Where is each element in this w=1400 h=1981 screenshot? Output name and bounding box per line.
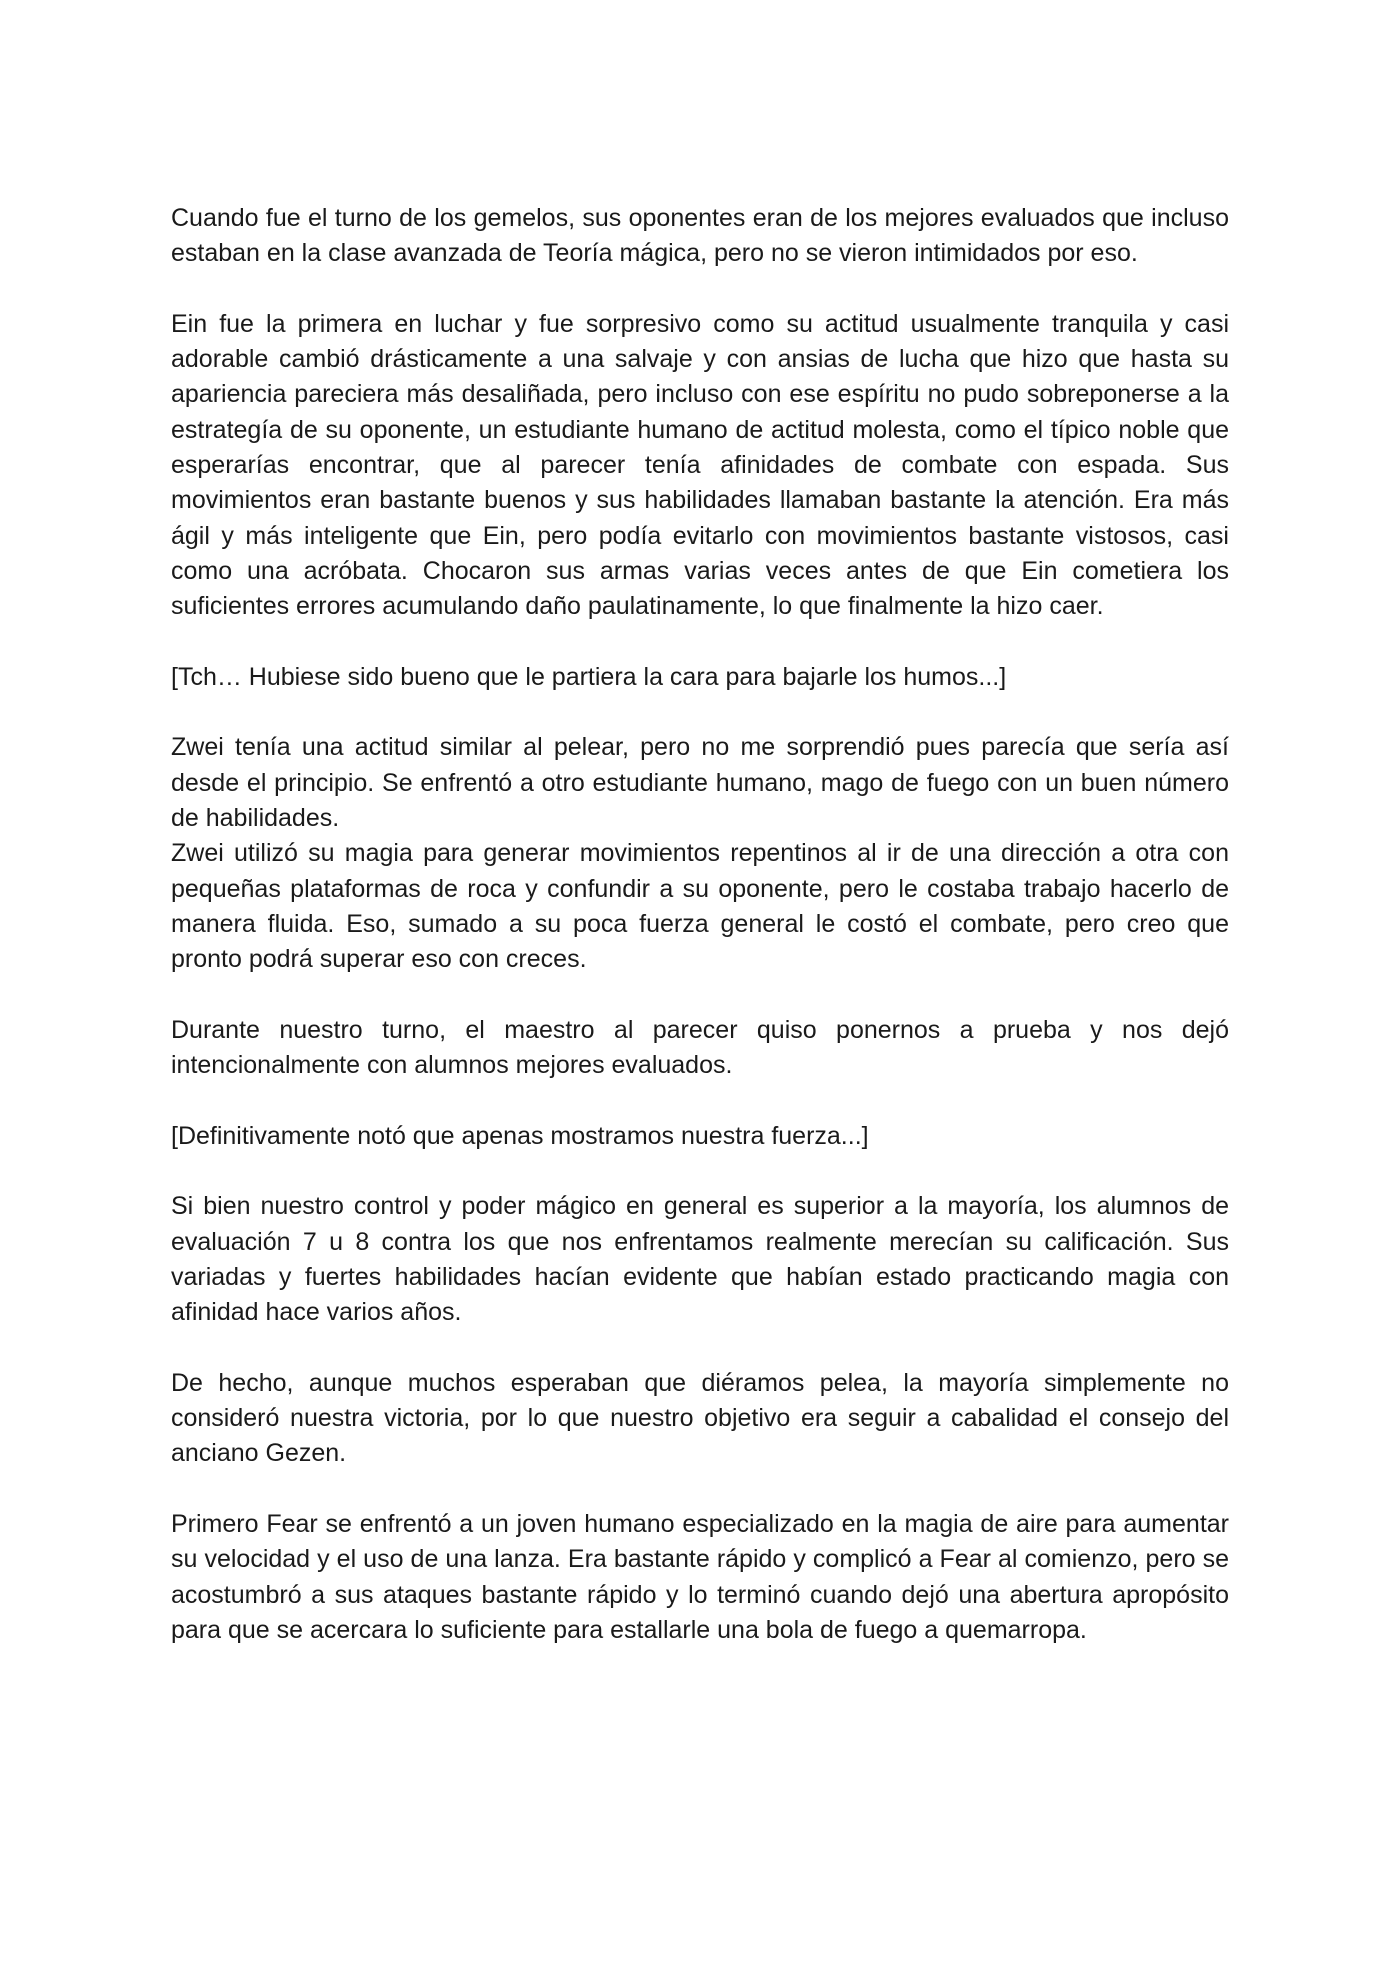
paragraph-control-power: Si bien nuestro control y poder mágico en general es superior a la mayoría, los alumnos de evaluación 7 u 8 contra los que nos enfrentamos realmente merecían su calificación. Sus variadas y fuertes habilidades hacían evidente que habían estado practicando magia con afinidad hace varios años. [171,1192,1229,1327]
document-body [171,201,1229,1648]
paragraph-ein-fight: Ein fue la primera en luchar y fue sorpresivo como su actitud usualmente tranquila y casi adorable cambió drásticamente a una salvaje y con ansias de lucha que hizo que hasta su apariencia pareciera más desaliñada, pero incluso con ese espíritu no pudo sobreponerse a la estrategía de su oponente, un estudiante humano de actitud molesta, como el típico noble que esperarías encontrar, que al parecer tenía afinidades de combate con espada. Sus movimientos eran bastante buenos y sus habilidades llamaban bastante la atención. Era más ágil y más inteligente que Ein, pero podía evitarlo con movimientos bastante vistosos, casi como una acróbata. Chocaron sus armas varias veces antes de que Ein cometiera los suficientes errores acumulando daño paulatinamente, lo que finalmente la hizo caer. [171,309,1229,621]
paragraph-twins-turn: Cuando fue el turno de los gemelos, sus oponentes eran de los mejores evaluados que incluso estaban en la clase avanzada de Teoría mágica, pero no se vieron intimidados por eso. [171,204,1229,268]
paragraph-thought-tch: [Tch… Hubiese sido bueno que le partiera la cara para bajarle los humos...] [171,662,1007,691]
paragraph-zwei-magic: Zwei utilizó su magia para generar movimientos repentinos al ir de una dirección a otra con pequeñas plataformas de roca y confundir a su oponente, pero le costaba trabajo hacerlo de manera fluida. Eso, sumado a su poca fuerza general le costó el combate, pero creo que pronto podrá superar eso con creces. [171,839,1229,974]
paragraph-zwei-fight: Zwei tenía una actitud similar al pelear, pero no me sorprendió pues parecía que sería así desde el principio. Se enfrentó a otro estudiante humano, mago de fuego con un buen número de habilidades. [171,733,1229,833]
paragraph-thought-definitely: [Definitivamente notó que apenas mostramos nuestra fuerza...] [171,1121,869,1150]
paragraph-fear-fight: Primero Fear se enfrentó a un joven humano especializado en la magia de aire para aumentar su velocidad y el uso de una lanza. Era bastante rápido y complicó a Fear al comienzo, pero se acostumbró a sus ataques bastante rápido y lo terminó cuando dejó una abertura apropósito para que se acercara lo suficiente para estallarle una bola de fuego a quemarropa. [171,1509,1229,1644]
paragraph-our-turn: Durante nuestro turno, el maestro al parecer quiso ponernos a prueba y nos dejó intencionalmente con alumnos mejores evaluados. [171,1015,1229,1080]
paragraph-in-fact: De hecho, aunque muchos esperaban que diéramos pelea, la mayoría simplemente no consideró nuestra victoria, por lo que nuestro objetivo era seguir a cabalidad el consejo del anciano Gezen. [171,1368,1229,1468]
